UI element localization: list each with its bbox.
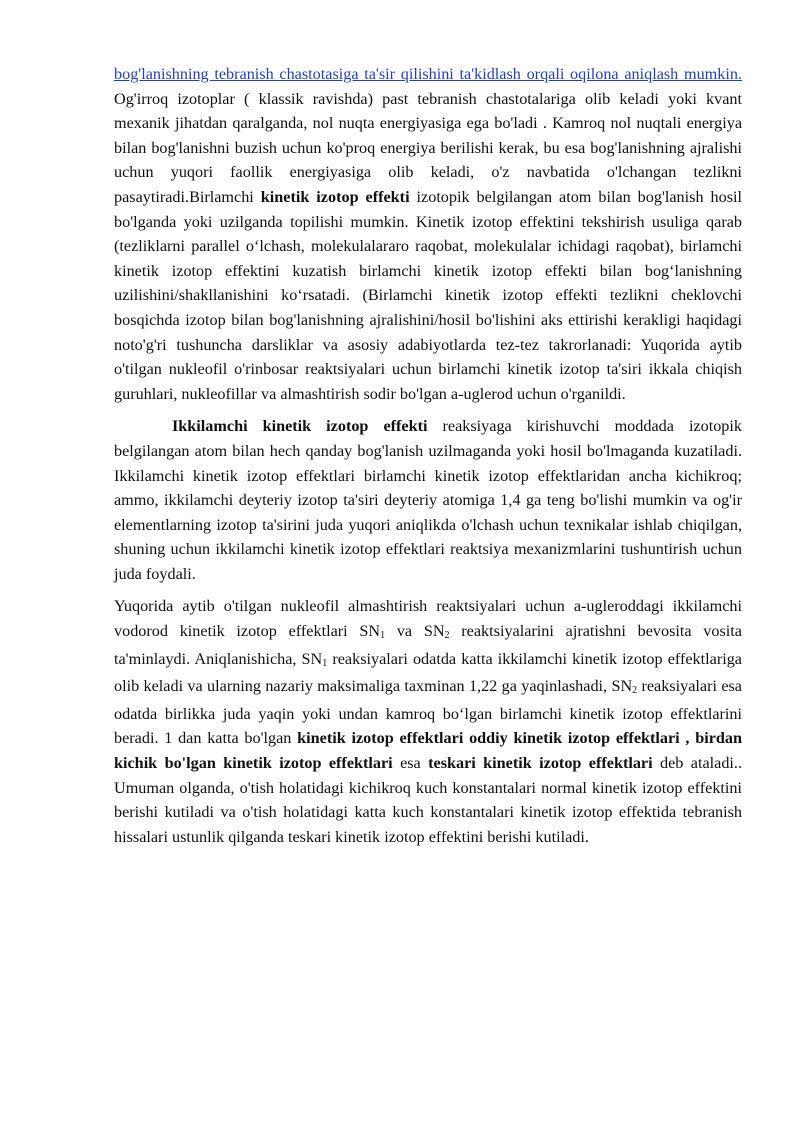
- paragraph-3-text-e: reaksiyalari esa odatda birlikka juda yaqin yoki undan kamroq bo‘lgan birlamchi kinetik izotop effektlarini beradi. 1 dan katta bo'lgan: [114, 677, 742, 748]
- paragraph-3-text-a: Yuqorida aytib o'tilgan nukleofil almashtirish reaktsiyalari uchun a-ugleroddagi ikkilamchi vodorod kinetik izotop effektlari SN: [114, 597, 742, 641]
- paragraph-3-text-d: reaksiyalari odatda katta ikkilamchi kinetik izotop effektlariga olib keladi va ularning nazariy maksimaliga taxminan 1,22 ga yaqinlashadi, SN: [114, 649, 742, 696]
- bold-term-oddiy-effektlar: kinetik izotop effektlari oddiy kinetik izotop effektlari , birdan kichik bo'lgan kinetik izotop effektlari: [114, 729, 743, 773]
- bold-term-teskari-effektlar: teskari kinetik izotop effektlari: [428, 754, 653, 773]
- paragraph-1-text-b: izotopik belgilangan atom bilan bog'lanish hosil bo'lganda yoki uzilganda topilishi mumkin. Kinetik izotop effektini tekshirish usuliga qarab (tezliklarni parallel o‘lchash, molekulalararo raqobat, molekulalar ichidagi raqobat), birlamchi kinetik izotop effektini kuzatish birlamchi kinetik izotop effekti bilan bog‘lanishning uzilishini/shakllanishini ko‘rsatadi. (Birlamchi kinetik izotop effekti tezlikni cheklovchi bosqichda izotop bilan bog'lanishning ajralishini/hosil bo'lishini aks ettirishi kerakligi haqidagi noto'g'ri tushuncha darsliklar va asosiy adabiyotlarda tez-tez takrorlanadi: Yuqorida aytib o'tilgan nukleofil o'rinbosar reaktsiyalari uchun birlamchi kinetik izotop ta'siri ikkala chiqish guruhlari, nukleofillar va almashtirish sodir bo'lgan a-uglerod uchun o'rganildi.: [114, 187, 742, 403]
- bold-term-ikkilamchi: Ikkilamchi kinetik izotop effekti: [172, 417, 428, 436]
- subscript-sn2-b: 2: [632, 685, 638, 697]
- paragraph-3: [114, 594, 742, 849]
- paragraph-2: [114, 414, 742, 586]
- paragraph-3-text-c: reaktsiyalarini ajratishni bevosita vosita ta'minlaydi. Aniqlanishicha, SN: [114, 622, 742, 668]
- subscript-sn1-b: 1: [322, 657, 328, 669]
- paragraph-3-text-f: esa: [392, 754, 429, 773]
- paragraph-3-text-b: va SN: [385, 622, 445, 641]
- subscript-sn1: 1: [380, 630, 386, 642]
- document-page: [114, 62, 742, 849]
- paragraph-2-text: reaksiyaga kirishuvchi moddada izotopik belgilangan atom bilan hech qanday bog'lanish uzilmaganda yoki hosil bo'lmaganda kuzatiladi. Ikkilamchi kinetik izotop effektlari birlamchi kinetik izotop effektlaridan ancha kichikroq; ammo, ikkilamchi deyteriy izotop ta'siri deyteriy atomiga 1,4 ga teng bo'lishi mumkin va og'ir elementlarning izotop ta'sirini juda yuqori aniqlikda o'lchash uchun texnikalar ishlab chiqilgan, shuning uchun ikkilamchi kinetik izotop effektlari reaktsiya mexanizmlarini tushuntirish uchun juda foydali.: [114, 417, 742, 583]
- paragraph-3-text-g: deb ataladi.. Umuman olganda, o'tish holatidagi kichikroq kuch konstantalari normal kinetik izotop effektini berishi kutiladi va o'tish holatidagi katta kuch konstantalari kinetik izotop effektida tebranish hissalari ustunlik qilganda teskari kinetik izotop effektini berishi kutiladi.: [114, 754, 743, 846]
- paragraph-1: [114, 62, 742, 406]
- subscript-sn2: 2: [444, 630, 450, 642]
- bold-term-kinetik-izotop-effekti: kinetik izotop effekti: [260, 187, 410, 206]
- hyperlink-text[interactable]: bog'lanishning tebranish chastotasiga ta'sir qilishini ta'kidlash orqali oqilona aniqlash mumkin.: [114, 65, 742, 83]
- paragraph-1-text-a: Og'irroq izotoplar ( klassik ravishda) past tebranish chastotalariga olib keladi yoki kvant mexanik jihatdan qaralganda, nol nuqta energiyasiga ega bo'ladi . Kamroq nol nuqtali energiya bilan bog'lanishni buzish uchun ko'proq energiya berilishi kerak, bu esa bog'lanishning ajralishi uchun yuqori faollik energiyasiga olib keladi, o'z navbatida o'lchangan tezlikni pasaytiradi.Birlamchi: [114, 89, 742, 206]
